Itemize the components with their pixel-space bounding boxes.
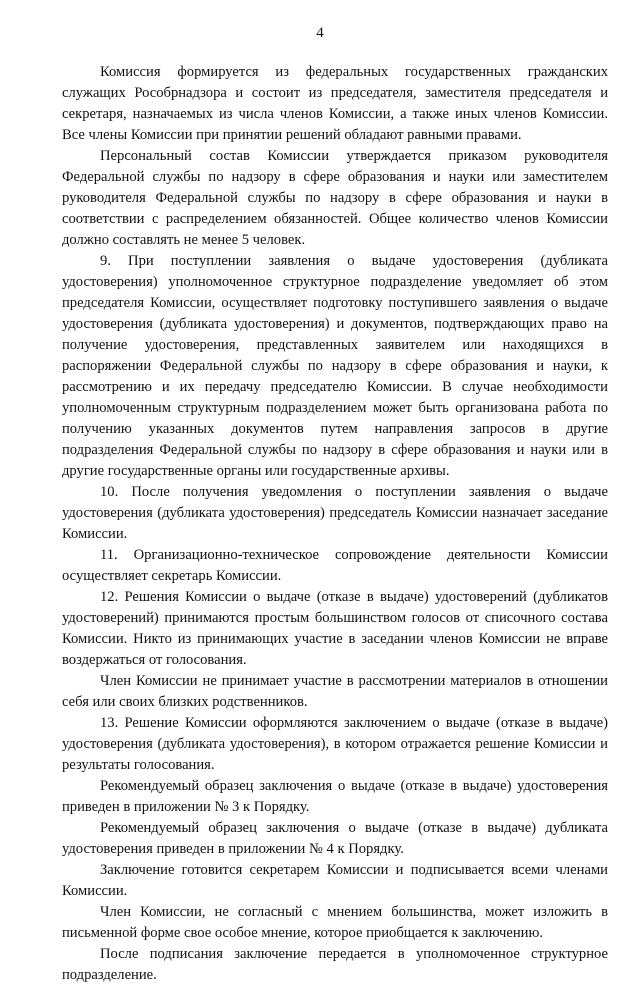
paragraph-conclusion-transfer: После подписания заключение передается в уполномоченное структурное подразделение. [62,946,608,983]
document-body [62,62,608,986]
paragraph-commission-composition: Персональный состав Комиссии утверждается приказом руководителя Федеральной службы по надзору в сфере образования и науки или заместителем руководителя Федеральной службы по надзору в сфере образования и науки в соответствии с распределением обязанностей. Общее количество членов Комиссии должно составлять не менее 5 человек. [62,148,608,248]
paragraph-item-9: 9. При поступлении заявления о выдаче удостоверения (дубликата удостоверения) уполномоченное структурное подразделение уведомляет об этом председателя Комиссии, осуществляет подготовку поступившего заявления о выдаче удостоверения (дубликата удостоверения) и документов, подтверждающих право на получение удостоверения, представленных заявителем или находящихся в распоряжении Федеральной службы по надзору в сфере образования и науки, к рассмотрению и их передачу председателю Комиссии. В случае необходимости уполномоченным структурным подразделением может быть организована работа по получению указанных документов путем направления запросов в другие подразделения Федеральной службы по надзору в сфере образования и науки или в другие государственные органы или государственные архивы. [62,253,608,479]
paragraph-dissenting-opinion: Член Комиссии, не согласный с мнением большинства, может изложить в письменной форме свое особое мнение, которое приобщается к заключению. [62,904,608,941]
paragraph-item-13: 13. Решение Комиссии оформляются заключением о выдаче (отказе в выдаче) удостоверения (дубликата удостоверения), в котором отражается решение Комиссии и результаты голосования. [62,715,608,773]
paragraph-item-10: 10. После получения уведомления о поступлении заявления о выдаче удостоверения (дубликата удостоверения) председатель Комиссии назначает заседание Комиссии. [62,484,608,542]
paragraph-conclusion-preparation: Заключение готовится секретарем Комиссии и подписывается всеми членами Комиссии. [62,862,608,899]
paragraph-sample-appendix-3: Рекомендуемый образец заключения о выдаче (отказе в выдаче) удостоверения приведен в приложении № 3 к Порядку. [62,778,608,815]
paragraph-commission-formation: Комиссия формируется из федеральных государственных гражданских служащих Рособрнадзора и состоит из председателя, заместителя председателя и секретаря, назначаемых из числа членов Комиссии, а также иных членов Комиссии. Все члены Комиссии при принятии решений обладают равными правами. [62,64,608,143]
paragraph-member-recusal: Член Комиссии не принимает участие в рассмотрении материалов в отношении себя или своих близких родственников. [62,673,608,710]
page-number: 4 [316,25,324,41]
paragraph-item-12: 12. Решения Комиссии о выдаче (отказе в выдаче) удостоверений (дубликатов удостоверений) принимаются простым большинством голосов от списочного состава Комиссии. Никто из принимающих участие в заседании членов Комиссии не вправе воздержаться от голосования. [62,589,608,668]
paragraph-item-11: 11. Организационно-техническое сопровождение деятельности Комиссии осуществляет секретарь Комиссии. [62,547,608,584]
paragraph-sample-appendix-4: Рекомендуемый образец заключения о выдаче (отказе в выдаче) дубликата удостоверения приведен в приложении № 4 к Порядку. [62,820,608,857]
